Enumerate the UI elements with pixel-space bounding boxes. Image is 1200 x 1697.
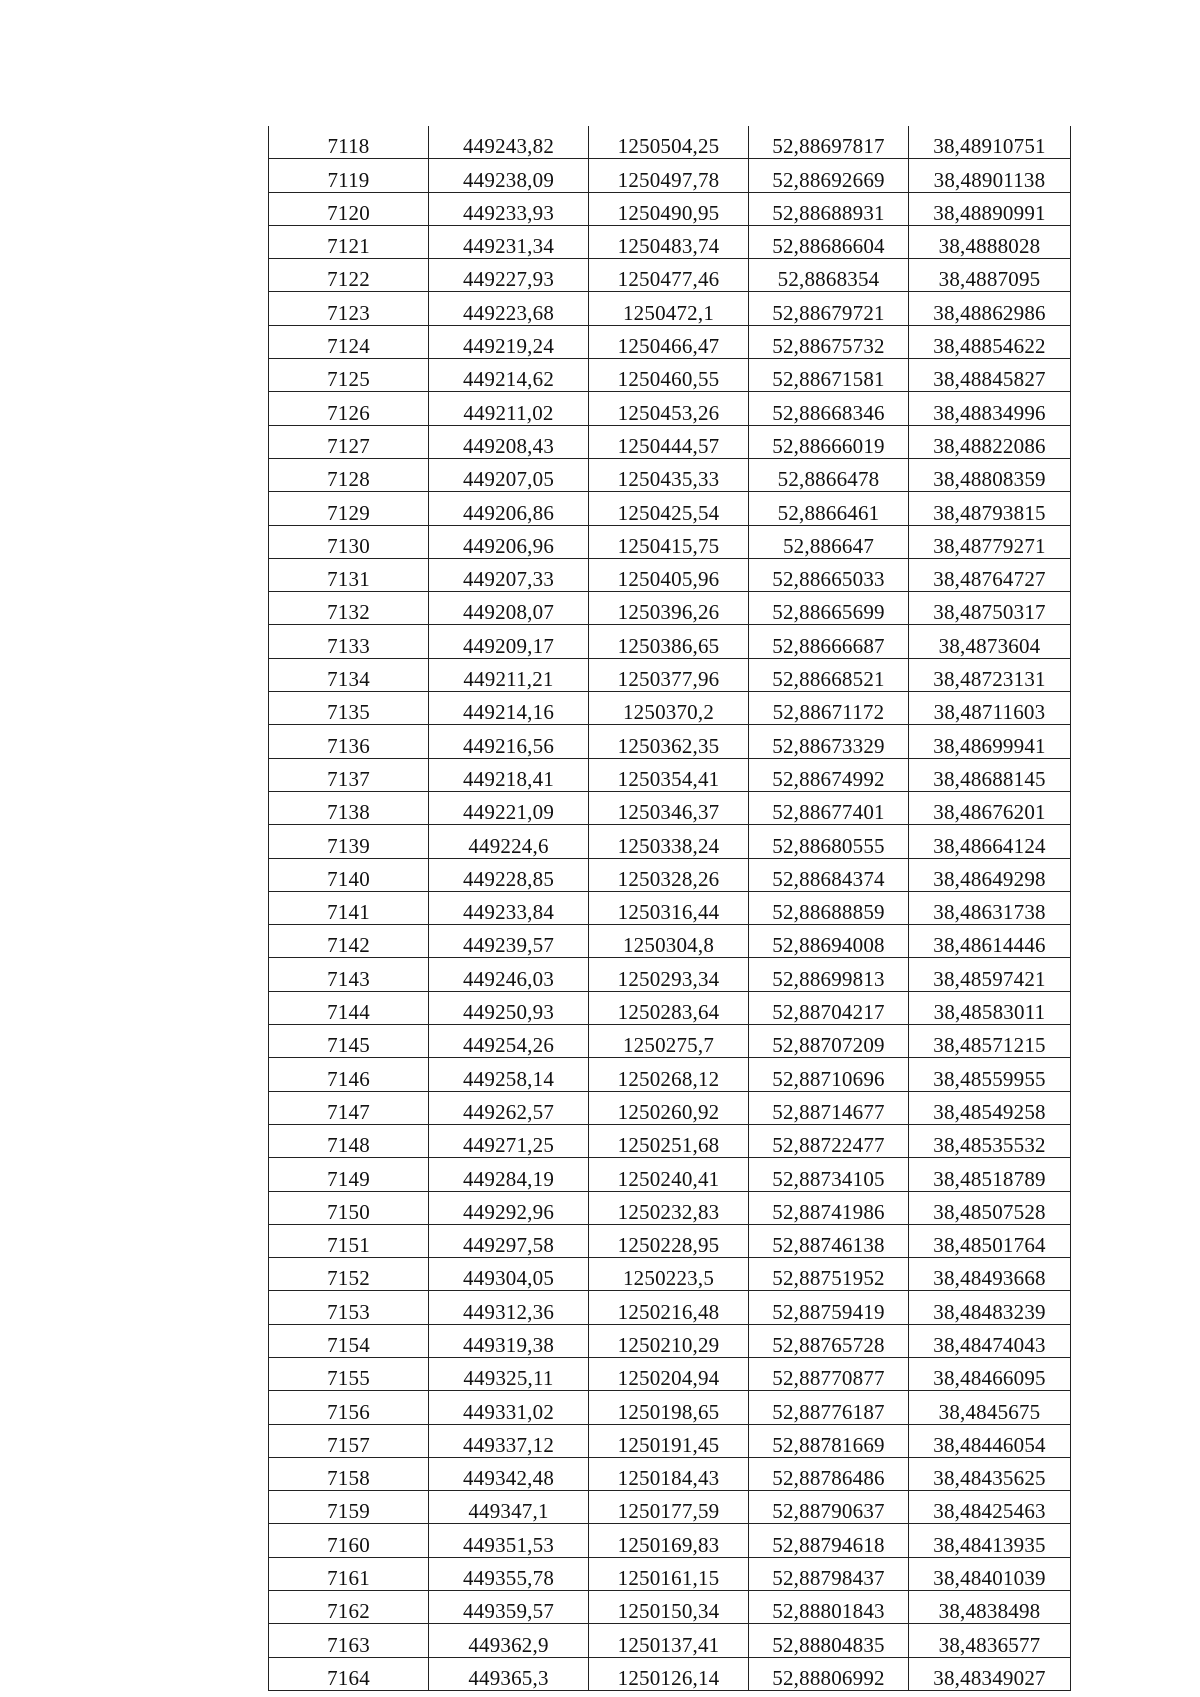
y-coordinate-cell: 1250283,64 xyxy=(589,991,749,1024)
x-coordinate-cell: 449224,6 xyxy=(429,825,589,858)
y-coordinate-cell: 1250338,24 xyxy=(589,825,749,858)
latitude-cell: 52,88697817 xyxy=(749,126,909,159)
y-coordinate-cell: 1250293,34 xyxy=(589,958,749,991)
longitude-cell: 38,4888028 xyxy=(909,225,1071,258)
point-number-cell: 7158 xyxy=(269,1457,429,1490)
latitude-cell: 52,88666687 xyxy=(749,625,909,658)
table-row xyxy=(269,592,1071,625)
latitude-cell: 52,88668521 xyxy=(749,658,909,691)
longitude-cell: 38,48901138 xyxy=(909,159,1071,192)
latitude-cell: 52,88666019 xyxy=(749,425,909,458)
table-row xyxy=(269,1591,1071,1624)
x-coordinate-cell: 449331,02 xyxy=(429,1391,589,1424)
y-coordinate-cell: 1250191,45 xyxy=(589,1424,749,1457)
latitude-cell: 52,88688931 xyxy=(749,192,909,225)
x-coordinate-cell: 449362,9 xyxy=(429,1624,589,1657)
x-coordinate-cell: 449233,84 xyxy=(429,891,589,924)
latitude-cell: 52,88665033 xyxy=(749,558,909,591)
point-number-cell: 7149 xyxy=(269,1158,429,1191)
coordinates-table xyxy=(268,126,1071,1691)
latitude-cell: 52,88746138 xyxy=(749,1224,909,1257)
table-row xyxy=(269,925,1071,958)
point-number-cell: 7119 xyxy=(269,159,429,192)
latitude-cell: 52,88679721 xyxy=(749,292,909,325)
point-number-cell: 7146 xyxy=(269,1058,429,1091)
latitude-cell: 52,88770877 xyxy=(749,1357,909,1390)
longitude-cell: 38,48446054 xyxy=(909,1424,1071,1457)
longitude-cell: 38,48750317 xyxy=(909,592,1071,625)
point-number-cell: 7157 xyxy=(269,1424,429,1457)
y-coordinate-cell: 1250223,5 xyxy=(589,1258,749,1291)
table-row xyxy=(269,891,1071,924)
latitude-cell: 52,88674992 xyxy=(749,758,909,791)
y-coordinate-cell: 1250444,57 xyxy=(589,425,749,458)
longitude-cell: 38,48425463 xyxy=(909,1491,1071,1524)
x-coordinate-cell: 449351,53 xyxy=(429,1524,589,1557)
point-number-cell: 7153 xyxy=(269,1291,429,1324)
table-row xyxy=(269,292,1071,325)
longitude-cell: 38,48862986 xyxy=(909,292,1071,325)
point-number-cell: 7150 xyxy=(269,1191,429,1224)
latitude-cell: 52,88765728 xyxy=(749,1324,909,1357)
x-coordinate-cell: 449359,57 xyxy=(429,1591,589,1624)
y-coordinate-cell: 1250169,83 xyxy=(589,1524,749,1557)
longitude-cell: 38,4887095 xyxy=(909,259,1071,292)
longitude-cell: 38,48699941 xyxy=(909,725,1071,758)
latitude-cell: 52,8868354 xyxy=(749,259,909,292)
x-coordinate-cell: 449238,09 xyxy=(429,159,589,192)
table-row xyxy=(269,325,1071,358)
latitude-cell: 52,88677401 xyxy=(749,791,909,824)
y-coordinate-cell: 1250260,92 xyxy=(589,1091,749,1124)
latitude-cell: 52,88806992 xyxy=(749,1657,909,1690)
point-number-cell: 7141 xyxy=(269,891,429,924)
point-number-cell: 7161 xyxy=(269,1557,429,1590)
y-coordinate-cell: 1250425,54 xyxy=(589,492,749,525)
table-row xyxy=(269,1457,1071,1490)
table-row xyxy=(269,825,1071,858)
latitude-cell: 52,886647 xyxy=(749,525,909,558)
table-row xyxy=(269,1557,1071,1590)
y-coordinate-cell: 1250435,33 xyxy=(589,458,749,491)
point-number-cell: 7139 xyxy=(269,825,429,858)
longitude-cell: 38,48890991 xyxy=(909,192,1071,225)
x-coordinate-cell: 449319,38 xyxy=(429,1324,589,1357)
table-row xyxy=(269,991,1071,1024)
y-coordinate-cell: 1250126,14 xyxy=(589,1657,749,1690)
longitude-cell: 38,48688145 xyxy=(909,758,1071,791)
table-row xyxy=(269,525,1071,558)
point-number-cell: 7129 xyxy=(269,492,429,525)
table-row xyxy=(269,958,1071,991)
y-coordinate-cell: 1250362,35 xyxy=(589,725,749,758)
point-number-cell: 7125 xyxy=(269,359,429,392)
latitude-cell: 52,88673329 xyxy=(749,725,909,758)
latitude-cell: 52,88710696 xyxy=(749,1058,909,1091)
table-row xyxy=(269,1524,1071,1557)
y-coordinate-cell: 1250460,55 xyxy=(589,359,749,392)
x-coordinate-cell: 449243,82 xyxy=(429,126,589,159)
latitude-cell: 52,88751952 xyxy=(749,1258,909,1291)
x-coordinate-cell: 449246,03 xyxy=(429,958,589,991)
x-coordinate-cell: 449284,19 xyxy=(429,1158,589,1191)
longitude-cell: 38,48435625 xyxy=(909,1457,1071,1490)
point-number-cell: 7122 xyxy=(269,259,429,292)
x-coordinate-cell: 449337,12 xyxy=(429,1424,589,1457)
y-coordinate-cell: 1250396,26 xyxy=(589,592,749,625)
y-coordinate-cell: 1250405,96 xyxy=(589,558,749,591)
x-coordinate-cell: 449214,62 xyxy=(429,359,589,392)
y-coordinate-cell: 1250161,15 xyxy=(589,1557,749,1590)
y-coordinate-cell: 1250198,65 xyxy=(589,1391,749,1424)
y-coordinate-cell: 1250232,83 xyxy=(589,1191,749,1224)
x-coordinate-cell: 449218,41 xyxy=(429,758,589,791)
latitude-cell: 52,88694008 xyxy=(749,925,909,958)
latitude-cell: 52,88801843 xyxy=(749,1591,909,1624)
y-coordinate-cell: 1250268,12 xyxy=(589,1058,749,1091)
latitude-cell: 52,88794618 xyxy=(749,1524,909,1557)
table-row xyxy=(269,558,1071,591)
latitude-cell: 52,88671581 xyxy=(749,359,909,392)
longitude-cell: 38,48808359 xyxy=(909,458,1071,491)
table-row xyxy=(269,359,1071,392)
longitude-cell: 38,48834996 xyxy=(909,392,1071,425)
table-row xyxy=(269,159,1071,192)
x-coordinate-cell: 449221,09 xyxy=(429,791,589,824)
x-coordinate-cell: 449239,57 xyxy=(429,925,589,958)
table-row xyxy=(269,192,1071,225)
table-row xyxy=(269,1657,1071,1690)
x-coordinate-cell: 449206,86 xyxy=(429,492,589,525)
table-row xyxy=(269,259,1071,292)
longitude-cell: 38,48583011 xyxy=(909,991,1071,1024)
longitude-cell: 38,48614446 xyxy=(909,925,1071,958)
point-number-cell: 7124 xyxy=(269,325,429,358)
point-number-cell: 7148 xyxy=(269,1124,429,1157)
longitude-cell: 38,48854622 xyxy=(909,325,1071,358)
longitude-cell: 38,48845827 xyxy=(909,359,1071,392)
point-number-cell: 7118 xyxy=(269,126,429,159)
point-number-cell: 7121 xyxy=(269,225,429,258)
longitude-cell: 38,48413935 xyxy=(909,1524,1071,1557)
point-number-cell: 7133 xyxy=(269,625,429,658)
table-row xyxy=(269,1158,1071,1191)
y-coordinate-cell: 1250415,75 xyxy=(589,525,749,558)
longitude-cell: 38,48631738 xyxy=(909,891,1071,924)
longitude-cell: 38,48474043 xyxy=(909,1324,1071,1357)
x-coordinate-cell: 449223,68 xyxy=(429,292,589,325)
x-coordinate-cell: 449231,34 xyxy=(429,225,589,258)
x-coordinate-cell: 449209,17 xyxy=(429,625,589,658)
x-coordinate-cell: 449312,36 xyxy=(429,1291,589,1324)
x-coordinate-cell: 449254,26 xyxy=(429,1025,589,1058)
longitude-cell: 38,48910751 xyxy=(909,126,1071,159)
point-number-cell: 7162 xyxy=(269,1591,429,1624)
point-number-cell: 7164 xyxy=(269,1657,429,1690)
latitude-cell: 52,88804835 xyxy=(749,1624,909,1657)
latitude-cell: 52,88699813 xyxy=(749,958,909,991)
x-coordinate-cell: 449208,07 xyxy=(429,592,589,625)
y-coordinate-cell: 1250386,65 xyxy=(589,625,749,658)
point-number-cell: 7134 xyxy=(269,658,429,691)
longitude-cell: 38,48664124 xyxy=(909,825,1071,858)
table-row xyxy=(269,1258,1071,1291)
longitude-cell: 38,48401039 xyxy=(909,1557,1071,1590)
y-coordinate-cell: 1250377,96 xyxy=(589,658,749,691)
latitude-cell: 52,88781669 xyxy=(749,1424,909,1457)
longitude-cell: 38,48649298 xyxy=(909,858,1071,891)
latitude-cell: 52,88798437 xyxy=(749,1557,909,1590)
y-coordinate-cell: 1250204,94 xyxy=(589,1357,749,1390)
point-number-cell: 7143 xyxy=(269,958,429,991)
longitude-cell: 38,48559955 xyxy=(909,1058,1071,1091)
table-row xyxy=(269,858,1071,891)
point-number-cell: 7155 xyxy=(269,1357,429,1390)
point-number-cell: 7152 xyxy=(269,1258,429,1291)
longitude-cell: 38,4838498 xyxy=(909,1591,1071,1624)
table-row xyxy=(269,458,1071,491)
x-coordinate-cell: 449262,57 xyxy=(429,1091,589,1124)
x-coordinate-cell: 449258,14 xyxy=(429,1058,589,1091)
longitude-cell: 38,48518789 xyxy=(909,1158,1071,1191)
longitude-cell: 38,48779271 xyxy=(909,525,1071,558)
y-coordinate-cell: 1250328,26 xyxy=(589,858,749,891)
y-coordinate-cell: 1250504,25 xyxy=(589,126,749,159)
point-number-cell: 7159 xyxy=(269,1491,429,1524)
y-coordinate-cell: 1250210,29 xyxy=(589,1324,749,1357)
table-row xyxy=(269,425,1071,458)
point-number-cell: 7127 xyxy=(269,425,429,458)
table-row xyxy=(269,692,1071,725)
x-coordinate-cell: 449219,24 xyxy=(429,325,589,358)
x-coordinate-cell: 449216,56 xyxy=(429,725,589,758)
latitude-cell: 52,88675732 xyxy=(749,325,909,358)
y-coordinate-cell: 1250472,1 xyxy=(589,292,749,325)
point-number-cell: 7136 xyxy=(269,725,429,758)
y-coordinate-cell: 1250466,47 xyxy=(589,325,749,358)
latitude-cell: 52,88741986 xyxy=(749,1191,909,1224)
y-coordinate-cell: 1250316,44 xyxy=(589,891,749,924)
x-coordinate-cell: 449206,96 xyxy=(429,525,589,558)
point-number-cell: 7163 xyxy=(269,1624,429,1657)
x-coordinate-cell: 449250,93 xyxy=(429,991,589,1024)
longitude-cell: 38,48507528 xyxy=(909,1191,1071,1224)
y-coordinate-cell: 1250483,74 xyxy=(589,225,749,258)
latitude-cell: 52,88790637 xyxy=(749,1491,909,1524)
x-coordinate-cell: 449211,02 xyxy=(429,392,589,425)
latitude-cell: 52,88722477 xyxy=(749,1124,909,1157)
latitude-cell: 52,88686604 xyxy=(749,225,909,258)
longitude-cell: 38,4845675 xyxy=(909,1391,1071,1424)
x-coordinate-cell: 449297,58 xyxy=(429,1224,589,1257)
latitude-cell: 52,88680555 xyxy=(749,825,909,858)
latitude-cell: 52,88668346 xyxy=(749,392,909,425)
longitude-cell: 38,48597421 xyxy=(909,958,1071,991)
latitude-cell: 52,88786486 xyxy=(749,1457,909,1490)
y-coordinate-cell: 1250150,34 xyxy=(589,1591,749,1624)
longitude-cell: 38,48493668 xyxy=(909,1258,1071,1291)
point-number-cell: 7128 xyxy=(269,458,429,491)
table-row xyxy=(269,1424,1071,1457)
longitude-cell: 38,48764727 xyxy=(909,558,1071,591)
x-coordinate-cell: 449207,05 xyxy=(429,458,589,491)
table-row xyxy=(269,1224,1071,1257)
y-coordinate-cell: 1250490,95 xyxy=(589,192,749,225)
point-number-cell: 7123 xyxy=(269,292,429,325)
point-number-cell: 7142 xyxy=(269,925,429,958)
table-row xyxy=(269,126,1071,159)
latitude-cell: 52,88759419 xyxy=(749,1291,909,1324)
y-coordinate-cell: 1250497,78 xyxy=(589,159,749,192)
latitude-cell: 52,88776187 xyxy=(749,1391,909,1424)
table-row xyxy=(269,658,1071,691)
table-row xyxy=(269,725,1071,758)
point-number-cell: 7138 xyxy=(269,791,429,824)
latitude-cell: 52,88734105 xyxy=(749,1158,909,1191)
x-coordinate-cell: 449233,93 xyxy=(429,192,589,225)
table-row xyxy=(269,492,1071,525)
y-coordinate-cell: 1250453,26 xyxy=(589,392,749,425)
table-row xyxy=(269,1324,1071,1357)
longitude-cell: 38,48535532 xyxy=(909,1124,1071,1157)
table-row xyxy=(269,225,1071,258)
table-row xyxy=(269,1025,1071,1058)
coordinates-table-body xyxy=(269,126,1071,1690)
y-coordinate-cell: 1250304,8 xyxy=(589,925,749,958)
table-row xyxy=(269,758,1071,791)
x-coordinate-cell: 449211,21 xyxy=(429,658,589,691)
x-coordinate-cell: 449342,48 xyxy=(429,1457,589,1490)
table-row xyxy=(269,625,1071,658)
point-number-cell: 7154 xyxy=(269,1324,429,1357)
y-coordinate-cell: 1250228,95 xyxy=(589,1224,749,1257)
table-row xyxy=(269,1624,1071,1657)
point-number-cell: 7140 xyxy=(269,858,429,891)
latitude-cell: 52,88707209 xyxy=(749,1025,909,1058)
longitude-cell: 38,48793815 xyxy=(909,492,1071,525)
table-row xyxy=(269,1357,1071,1390)
y-coordinate-cell: 1250216,48 xyxy=(589,1291,749,1324)
longitude-cell: 38,48549258 xyxy=(909,1091,1071,1124)
point-number-cell: 7145 xyxy=(269,1025,429,1058)
point-number-cell: 7130 xyxy=(269,525,429,558)
y-coordinate-cell: 1250137,41 xyxy=(589,1624,749,1657)
point-number-cell: 7131 xyxy=(269,558,429,591)
point-number-cell: 7147 xyxy=(269,1091,429,1124)
longitude-cell: 38,48349027 xyxy=(909,1657,1071,1690)
table-row xyxy=(269,1058,1071,1091)
x-coordinate-cell: 449304,05 xyxy=(429,1258,589,1291)
latitude-cell: 52,88714677 xyxy=(749,1091,909,1124)
y-coordinate-cell: 1250240,41 xyxy=(589,1158,749,1191)
table-row xyxy=(269,1191,1071,1224)
latitude-cell: 52,8866478 xyxy=(749,458,909,491)
latitude-cell: 52,88671172 xyxy=(749,692,909,725)
latitude-cell: 52,88704217 xyxy=(749,991,909,1024)
latitude-cell: 52,8866461 xyxy=(749,492,909,525)
table-row xyxy=(269,1291,1071,1324)
y-coordinate-cell: 1250184,43 xyxy=(589,1457,749,1490)
y-coordinate-cell: 1250370,2 xyxy=(589,692,749,725)
point-number-cell: 7137 xyxy=(269,758,429,791)
table-row xyxy=(269,1391,1071,1424)
longitude-cell: 38,48822086 xyxy=(909,425,1071,458)
y-coordinate-cell: 1250177,59 xyxy=(589,1491,749,1524)
table-row xyxy=(269,1091,1071,1124)
latitude-cell: 52,88688859 xyxy=(749,891,909,924)
x-coordinate-cell: 449227,93 xyxy=(429,259,589,292)
x-coordinate-cell: 449208,43 xyxy=(429,425,589,458)
longitude-cell: 38,48483239 xyxy=(909,1291,1071,1324)
y-coordinate-cell: 1250275,7 xyxy=(589,1025,749,1058)
longitude-cell: 38,4836577 xyxy=(909,1624,1071,1657)
table-row xyxy=(269,1491,1071,1524)
table-row xyxy=(269,791,1071,824)
y-coordinate-cell: 1250251,68 xyxy=(589,1124,749,1157)
longitude-cell: 38,4873604 xyxy=(909,625,1071,658)
latitude-cell: 52,88692669 xyxy=(749,159,909,192)
latitude-cell: 52,88665699 xyxy=(749,592,909,625)
table-row xyxy=(269,392,1071,425)
point-number-cell: 7120 xyxy=(269,192,429,225)
longitude-cell: 38,48571215 xyxy=(909,1025,1071,1058)
x-coordinate-cell: 449207,33 xyxy=(429,558,589,591)
x-coordinate-cell: 449365,3 xyxy=(429,1657,589,1690)
x-coordinate-cell: 449292,96 xyxy=(429,1191,589,1224)
point-number-cell: 7151 xyxy=(269,1224,429,1257)
y-coordinate-cell: 1250477,46 xyxy=(589,259,749,292)
y-coordinate-cell: 1250346,37 xyxy=(589,791,749,824)
x-coordinate-cell: 449271,25 xyxy=(429,1124,589,1157)
x-coordinate-cell: 449325,11 xyxy=(429,1357,589,1390)
latitude-cell: 52,88684374 xyxy=(749,858,909,891)
y-coordinate-cell: 1250354,41 xyxy=(589,758,749,791)
longitude-cell: 38,48676201 xyxy=(909,791,1071,824)
longitude-cell: 38,48501764 xyxy=(909,1224,1071,1257)
longitude-cell: 38,48723131 xyxy=(909,658,1071,691)
x-coordinate-cell: 449228,85 xyxy=(429,858,589,891)
x-coordinate-cell: 449355,78 xyxy=(429,1557,589,1590)
table-row xyxy=(269,1124,1071,1157)
point-number-cell: 7132 xyxy=(269,592,429,625)
x-coordinate-cell: 449347,1 xyxy=(429,1491,589,1524)
longitude-cell: 38,48711603 xyxy=(909,692,1071,725)
x-coordinate-cell: 449214,16 xyxy=(429,692,589,725)
point-number-cell: 7156 xyxy=(269,1391,429,1424)
point-number-cell: 7160 xyxy=(269,1524,429,1557)
point-number-cell: 7144 xyxy=(269,991,429,1024)
longitude-cell: 38,48466095 xyxy=(909,1357,1071,1390)
point-number-cell: 7126 xyxy=(269,392,429,425)
point-number-cell: 7135 xyxy=(269,692,429,725)
